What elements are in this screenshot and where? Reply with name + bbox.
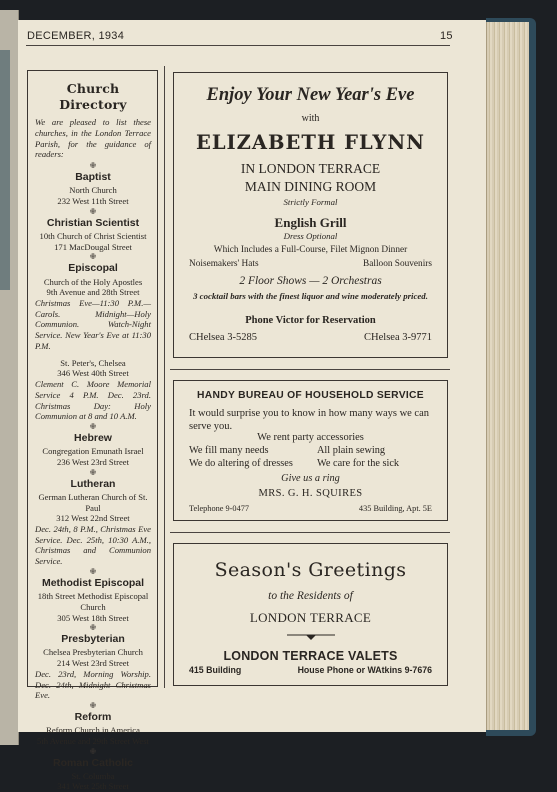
- ad-headline: Enjoy Your New Year's Eve: [206, 85, 415, 105]
- household-rent: We rent party accessories: [257, 432, 364, 443]
- phone-left: CHelsea 3-5285: [189, 332, 257, 343]
- service-fill-needs: We fill many needs: [189, 445, 269, 456]
- household-row-1: [189, 445, 429, 456]
- favor-left: Noisemakers' Hats: [189, 259, 259, 269]
- valets-building: 415 Building: [189, 665, 242, 675]
- shows-line: 2 Floor Shows — 2 Orchestras: [239, 275, 382, 287]
- church-name: North Church: [69, 185, 117, 196]
- bars-line: 3 cocktail bars with the finest liquor and wine moderately priced.: [193, 291, 428, 301]
- column-divider: [164, 66, 165, 688]
- denomination-heading: Methodist Episcopal: [41, 576, 145, 589]
- church-name: Congregation Emunath Israel: [42, 446, 144, 457]
- dinner-line: Which Includes a Full-Course, Filet Mignon Dinner: [213, 245, 408, 255]
- denomination-heading: Reform: [74, 711, 112, 724]
- household-cta: Give us a ring: [281, 473, 340, 484]
- household-intro: It would surprise you to know in how many ways we can serve you.: [189, 408, 430, 433]
- denomination-heading: Roman Catholic: [53, 756, 133, 769]
- church-address: 232 West 11th Street: [57, 196, 129, 207]
- dress-code-2: Dress Optional: [283, 231, 338, 241]
- denomination-heading: Presbyterian: [61, 633, 125, 646]
- church-address: 312 West 22nd Street: [56, 513, 130, 524]
- church-directory: [27, 70, 158, 792]
- performer-name: ELIZABETH FLYNN: [195, 131, 425, 154]
- church-name: Church of the Holy Apostles: [43, 276, 143, 287]
- facing-page-strip: [0, 50, 10, 290]
- ad-household-service: [173, 380, 448, 521]
- venue-english-grill: English Grill: [274, 215, 347, 230]
- page-number: 15: [440, 30, 453, 42]
- valets-house-phone: House Phone or WAtkins 9-7676: [297, 665, 432, 675]
- directory-sections: [35, 161, 151, 792]
- location-line-2: MAIN DINING ROOM: [244, 179, 377, 194]
- header-rule: [26, 45, 450, 46]
- church-address: 305 West 18th Street: [57, 612, 129, 623]
- denomination-heading: Christian Scientist: [46, 216, 140, 229]
- ad-new-years-eve: [173, 72, 448, 358]
- church-name: 18th Street Methodist Episcopal Church: [37, 591, 149, 612]
- phone-right: CHelsea 3-9771: [364, 332, 432, 343]
- church-name: St. Peter's, Chelsea: [60, 357, 126, 368]
- directory-title: Church Directory: [59, 81, 127, 112]
- ornament-divider-icon: [287, 633, 335, 641]
- cross-icon: ✙: [89, 161, 97, 171]
- church-address: 214 West 23rd Street: [57, 658, 129, 669]
- household-address: 435 Building, Apt. 5E: [358, 504, 432, 513]
- dress-code-1: Strictly Formal: [283, 197, 338, 207]
- household-row-2: [189, 458, 429, 469]
- cross-icon: ✙: [89, 206, 97, 216]
- church-address: 5th Avenue and 29th Street West: [37, 735, 149, 746]
- church-address: 9th Avenue and 28th Street: [46, 287, 140, 298]
- church-name: Chelsea Presbyterian Church: [43, 647, 143, 658]
- church-address: 341 West 25th Street: [57, 781, 129, 792]
- header-date: DECEMBER, 1934: [27, 30, 125, 42]
- church-name: German Lutheran Church of St. Paul: [38, 491, 148, 513]
- page-edges: [486, 22, 529, 730]
- denomination-heading: Baptist: [75, 171, 111, 184]
- service-note: Dec. 23rd, Morning Worship. Dec. 24th, Midnight Christmas Eve.: [35, 668, 151, 701]
- service-sewing: All plain sewing: [317, 445, 386, 456]
- cross-icon: ✙: [89, 422, 97, 432]
- church-name: 10th Church of Christ Scientist: [39, 230, 147, 241]
- book-left-edge: [0, 10, 19, 745]
- valets-contact-row: [189, 665, 432, 675]
- location-line-1: IN LONDON TERRACE: [240, 161, 381, 176]
- denomination-heading: Lutheran: [70, 477, 116, 490]
- phone-row: [189, 332, 432, 343]
- valets-to-residents: to the Residents of: [268, 590, 353, 602]
- household-contact-row: [189, 504, 432, 513]
- reservation-line: Phone Victor for Reservation: [245, 315, 376, 326]
- favor-right: Balloon Souvenirs: [363, 259, 432, 269]
- service-altering: We do altering of dresses: [189, 458, 293, 469]
- seasons-greetings: Season's Greetings: [214, 559, 407, 581]
- directory-intro: We are pleased to list these churches, in the London Terrace Parish, for the guidance of readers:: [35, 117, 151, 160]
- church-address: 236 West 23rd Street: [57, 456, 129, 467]
- service-note: Christmas Eve—11:30 P.M.—Carols. Midnight—Holy Communion. Watch-Night Service. New Year's Eve at 11:30 P.M.: [35, 297, 151, 351]
- service-note: Clement C. Moore Memorial Service 4 P.M. Dec. 23rd. Christmas Day: Holy Communion at 8 and 10 A.M.: [35, 379, 151, 422]
- ad-separator-2: [170, 532, 450, 533]
- valets-company: LONDON TERRACE VALETS: [223, 649, 398, 663]
- ad-valets: [173, 543, 448, 686]
- church-name: Reform Church in America: [46, 725, 140, 736]
- cross-icon: ✙: [89, 701, 97, 711]
- household-name: MRS. G. H. SQUIRES: [258, 488, 363, 499]
- denomination-heading: Episcopal: [68, 262, 118, 275]
- denomination-heading: Hebrew: [74, 432, 112, 445]
- favors-row: [189, 259, 432, 269]
- church-name: St. Columba: [71, 770, 115, 781]
- ad-separator-1: [170, 369, 450, 370]
- household-title: HANDY BUREAU OF HOUSEHOLD SERVICE: [197, 390, 424, 401]
- service-sick-care: We care for the sick: [317, 458, 400, 469]
- cross-icon: ✙: [89, 467, 97, 477]
- valets-place: LONDON TERRACE: [249, 610, 372, 625]
- ad-with: with: [301, 113, 320, 124]
- service-note: Dec. 24th, 8 P.M., Christmas Eve Service. Dec. 25th, 10:30 A.M., Christmas and Communion Service.: [35, 523, 151, 567]
- cross-icon: ✙: [89, 566, 97, 576]
- cross-icon: ✙: [89, 623, 97, 633]
- church-address: 346 West 40th Street: [57, 368, 129, 379]
- church-address: 171 MacDougal Street: [54, 241, 132, 252]
- cross-icon: ✙: [89, 746, 97, 756]
- cross-icon: ✙: [89, 252, 97, 262]
- household-telephone: Telephone 9-0477: [189, 504, 250, 513]
